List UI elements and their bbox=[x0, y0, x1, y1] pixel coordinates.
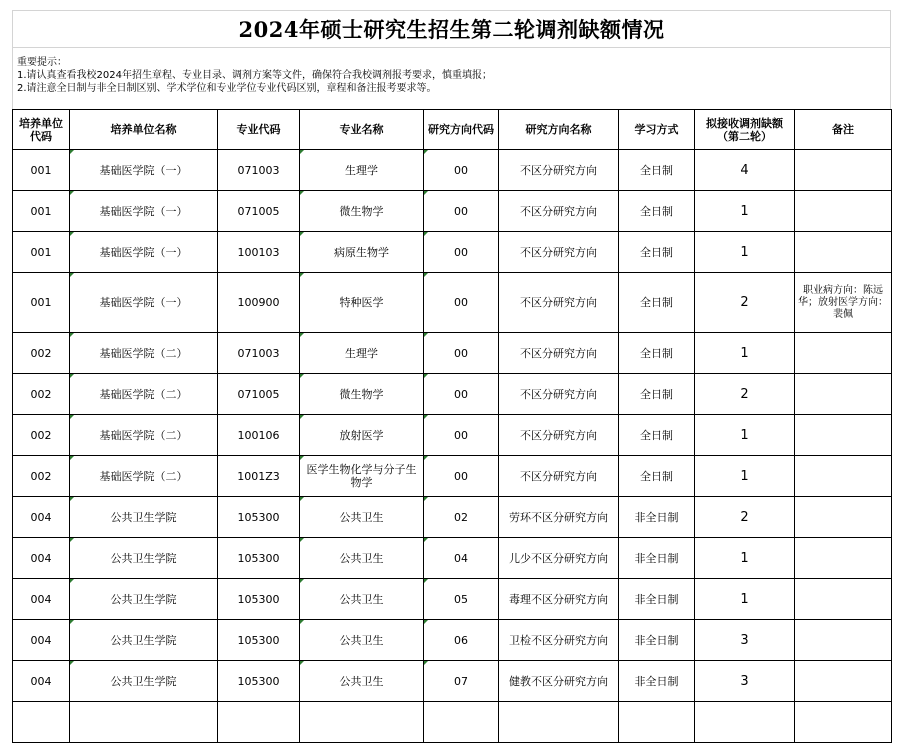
cell-study-mode[interactable]: 全日制 bbox=[619, 150, 695, 191]
cell-unit-name[interactable]: 基础医学院（一） bbox=[70, 191, 218, 232]
header-remark: 备注 bbox=[795, 110, 892, 150]
cell-direction-code[interactable]: 02 bbox=[424, 497, 499, 538]
cell-unit-name[interactable]: 公共卫生学院 bbox=[70, 661, 218, 702]
cell-quota[interactable] bbox=[695, 702, 795, 743]
cell-direction-name[interactable]: 劳环不区分研究方向 bbox=[499, 497, 619, 538]
cell-major-code[interactable] bbox=[218, 702, 300, 743]
cell-quota[interactable]: 1 bbox=[695, 191, 795, 232]
cell-study-mode[interactable]: 非全日制 bbox=[619, 497, 695, 538]
cell-quota[interactable]: 1 bbox=[695, 456, 795, 497]
cell-remark[interactable] bbox=[795, 333, 892, 374]
table-row bbox=[13, 150, 892, 191]
cell-unit-code[interactable]: 004 bbox=[13, 538, 70, 579]
cell-remark[interactable] bbox=[795, 702, 892, 743]
cell-direction-name[interactable]: 儿少不区分研究方向 bbox=[499, 538, 619, 579]
cell-quota[interactable]: 2 bbox=[695, 374, 795, 415]
cell-study-mode[interactable]: 非全日制 bbox=[619, 620, 695, 661]
cell-study-mode[interactable]: 全日制 bbox=[619, 232, 695, 273]
cell-major-name[interactable]: 公共卫生 bbox=[300, 620, 424, 661]
cell-study-mode[interactable]: 非全日制 bbox=[619, 661, 695, 702]
cell-unit-name[interactable]: 公共卫生学院 bbox=[70, 620, 218, 661]
cell-study-mode[interactable]: 非全日制 bbox=[619, 538, 695, 579]
cell-direction-code[interactable]: 00 bbox=[424, 232, 499, 273]
cell-unit-code[interactable]: 004 bbox=[13, 620, 70, 661]
notice-line-2: 2.请注意全日制与非全日制区别、学术学位和专业学位专业代码区别，章程和备注报考要求等。 bbox=[17, 83, 437, 94]
cell-remark[interactable] bbox=[795, 538, 892, 579]
cell-quota[interactable]: 1 bbox=[695, 232, 795, 273]
cell-major-name[interactable]: 特种医学 bbox=[300, 273, 424, 333]
cell-study-mode[interactable]: 全日制 bbox=[619, 273, 695, 333]
table-row bbox=[13, 620, 892, 661]
cell-remark[interactable] bbox=[795, 620, 892, 661]
cell-major-code[interactable]: 071005 bbox=[218, 374, 300, 415]
cell-direction-code[interactable]: 00 bbox=[424, 456, 499, 497]
cell-quota[interactable]: 1 bbox=[695, 538, 795, 579]
cell-major-code[interactable]: 105300 bbox=[218, 579, 300, 620]
cell-study-mode[interactable]: 全日制 bbox=[619, 333, 695, 374]
page-title: 2024年硕士研究生招生第二轮调剂缺额情况 bbox=[12, 10, 891, 47]
cell-remark[interactable] bbox=[795, 497, 892, 538]
cell-quota[interactable]: 2 bbox=[695, 497, 795, 538]
cell-quota[interactable]: 1 bbox=[695, 579, 795, 620]
table-row bbox=[13, 415, 892, 456]
cell-major-code[interactable]: 1001Z3 bbox=[218, 456, 300, 497]
cell-unit-code[interactable]: 001 bbox=[13, 191, 70, 232]
cell-study-mode[interactable]: 全日制 bbox=[619, 374, 695, 415]
cell-unit-name[interactable]: 基础医学院（二） bbox=[70, 415, 218, 456]
table-row bbox=[13, 702, 892, 743]
notice-box bbox=[12, 47, 891, 109]
cell-unit-code[interactable]: 001 bbox=[13, 150, 70, 191]
table-row bbox=[13, 538, 892, 579]
cell-major-name[interactable]: 公共卫生 bbox=[300, 661, 424, 702]
cell-direction-code[interactable]: 00 bbox=[424, 415, 499, 456]
cell-major-name[interactable]: 公共卫生 bbox=[300, 497, 424, 538]
cell-quota[interactable]: 3 bbox=[695, 661, 795, 702]
cell-major-name[interactable]: 医学生物化学与分子生物学 bbox=[300, 456, 424, 497]
cell-direction-name[interactable]: 不区分研究方向 bbox=[499, 333, 619, 374]
cell-major-name[interactable]: 病原生物学 bbox=[300, 232, 424, 273]
cell-study-mode[interactable]: 全日制 bbox=[619, 456, 695, 497]
table-row bbox=[13, 497, 892, 538]
quota-table bbox=[12, 109, 892, 743]
cell-study-mode[interactable]: 全日制 bbox=[619, 191, 695, 232]
cell-quota[interactable]: 1 bbox=[695, 415, 795, 456]
cell-major-name[interactable]: 微生物学 bbox=[300, 374, 424, 415]
cell-unit-name[interactable]: 公共卫生学院 bbox=[70, 538, 218, 579]
cell-quota[interactable]: 1 bbox=[695, 333, 795, 374]
cell-unit-code[interactable]: 004 bbox=[13, 579, 70, 620]
header-major-name: 专业名称 bbox=[300, 110, 424, 150]
cell-direction-code[interactable]: 06 bbox=[424, 620, 499, 661]
cell-direction-code[interactable]: 00 bbox=[424, 273, 499, 333]
header-unit-code: 培养单位代码 bbox=[13, 110, 70, 150]
header-unit-name: 培养单位名称 bbox=[70, 110, 218, 150]
cell-direction-code[interactable] bbox=[424, 702, 499, 743]
cell-direction-name[interactable]: 不区分研究方向 bbox=[499, 232, 619, 273]
cell-major-name[interactable]: 公共卫生 bbox=[300, 538, 424, 579]
cell-unit-name[interactable]: 基础医学院（二） bbox=[70, 374, 218, 415]
cell-remark[interactable] bbox=[795, 374, 892, 415]
cell-major-name[interactable]: 生理学 bbox=[300, 333, 424, 374]
cell-unit-name[interactable]: 公共卫生学院 bbox=[70, 579, 218, 620]
cell-direction-code[interactable]: 00 bbox=[424, 150, 499, 191]
cell-unit-code[interactable]: 002 bbox=[13, 456, 70, 497]
table-row bbox=[13, 374, 892, 415]
cell-unit-name[interactable]: 基础医学院（一） bbox=[70, 273, 218, 333]
cell-study-mode[interactable]: 全日制 bbox=[619, 415, 695, 456]
cell-direction-code[interactable]: 00 bbox=[424, 333, 499, 374]
cell-study-mode[interactable] bbox=[619, 702, 695, 743]
cell-unit-code[interactable]: 004 bbox=[13, 661, 70, 702]
cell-major-code[interactable]: 105300 bbox=[218, 620, 300, 661]
cell-major-code[interactable]: 100900 bbox=[218, 273, 300, 333]
cell-major-code[interactable]: 071003 bbox=[218, 333, 300, 374]
cell-remark[interactable] bbox=[795, 191, 892, 232]
cell-quota[interactable]: 3 bbox=[695, 620, 795, 661]
cell-unit-code[interactable] bbox=[13, 702, 70, 743]
cell-major-code[interactable]: 100106 bbox=[218, 415, 300, 456]
table-row bbox=[13, 456, 892, 497]
header-direction-name: 研究方向名称 bbox=[499, 110, 619, 150]
cell-quota[interactable]: 4 bbox=[695, 150, 795, 191]
cell-major-name[interactable]: 生理学 bbox=[300, 150, 424, 191]
cell-direction-name[interactable]: 不区分研究方向 bbox=[499, 456, 619, 497]
cell-remark[interactable] bbox=[795, 415, 892, 456]
cell-remark[interactable]: 职业病方向：陈远华；放射医学方向：裴佩 bbox=[795, 273, 892, 333]
cell-direction-code[interactable]: 05 bbox=[424, 579, 499, 620]
cell-remark[interactable] bbox=[795, 579, 892, 620]
cell-direction-name[interactable]: 不区分研究方向 bbox=[499, 150, 619, 191]
cell-remark[interactable] bbox=[795, 456, 892, 497]
cell-unit-code[interactable]: 001 bbox=[13, 273, 70, 333]
cell-direction-name[interactable]: 健教不区分研究方向 bbox=[499, 661, 619, 702]
cell-major-name[interactable]: 公共卫生 bbox=[300, 579, 424, 620]
cell-direction-name[interactable] bbox=[499, 702, 619, 743]
cell-unit-name[interactable]: 基础医学院（二） bbox=[70, 333, 218, 374]
cell-direction-name[interactable]: 毒理不区分研究方向 bbox=[499, 579, 619, 620]
cell-direction-name[interactable]: 不区分研究方向 bbox=[499, 415, 619, 456]
notice-heading: 重要提示： bbox=[17, 57, 67, 68]
cell-unit-code[interactable]: 002 bbox=[13, 374, 70, 415]
cell-remark[interactable] bbox=[795, 232, 892, 273]
cell-direction-name[interactable]: 不区分研究方向 bbox=[499, 273, 619, 333]
table-row bbox=[13, 661, 892, 702]
header-quota: 拟接收调剂缺额（第二轮） bbox=[695, 110, 795, 150]
header-major-code: 专业代码 bbox=[218, 110, 300, 150]
cell-unit-code[interactable]: 002 bbox=[13, 415, 70, 456]
cell-direction-code[interactable]: 00 bbox=[424, 374, 499, 415]
cell-direction-name[interactable]: 不区分研究方向 bbox=[499, 374, 619, 415]
cell-major-name[interactable]: 微生物学 bbox=[300, 191, 424, 232]
spreadsheet bbox=[12, 10, 891, 743]
cell-major-code[interactable]: 100103 bbox=[218, 232, 300, 273]
cell-unit-name[interactable]: 公共卫生学院 bbox=[70, 497, 218, 538]
table-header-row bbox=[13, 110, 892, 150]
cell-major-name[interactable] bbox=[300, 702, 424, 743]
table-row bbox=[13, 191, 892, 232]
cell-direction-code[interactable]: 04 bbox=[424, 538, 499, 579]
cell-direction-code[interactable]: 00 bbox=[424, 191, 499, 232]
cell-major-name[interactable]: 放射医学 bbox=[300, 415, 424, 456]
cell-remark[interactable] bbox=[795, 150, 892, 191]
cell-major-code[interactable]: 105300 bbox=[218, 497, 300, 538]
table-row bbox=[13, 333, 892, 374]
cell-major-code[interactable]: 105300 bbox=[218, 538, 300, 579]
cell-unit-name[interactable]: 基础医学院（二） bbox=[70, 456, 218, 497]
cell-direction-name[interactable]: 卫检不区分研究方向 bbox=[499, 620, 619, 661]
cell-quota[interactable]: 2 bbox=[695, 273, 795, 333]
header-study-mode: 学习方式 bbox=[619, 110, 695, 150]
cell-study-mode[interactable]: 非全日制 bbox=[619, 579, 695, 620]
table-row bbox=[13, 579, 892, 620]
cell-major-code[interactable]: 071003 bbox=[218, 150, 300, 191]
cell-remark[interactable] bbox=[795, 661, 892, 702]
cell-direction-name[interactable]: 不区分研究方向 bbox=[499, 191, 619, 232]
cell-unit-name[interactable] bbox=[70, 702, 218, 743]
cell-unit-code[interactable]: 004 bbox=[13, 497, 70, 538]
cell-major-code[interactable]: 105300 bbox=[218, 661, 300, 702]
cell-major-code[interactable]: 071005 bbox=[218, 191, 300, 232]
table-row bbox=[13, 273, 892, 333]
notice-line-1: 1.请认真查看我校2024年招生章程、专业目录、调剂方案等文件，确保符合我校调剂报考要求，慎重填报； bbox=[17, 70, 492, 81]
cell-direction-code[interactable]: 07 bbox=[424, 661, 499, 702]
cell-unit-name[interactable]: 基础医学院（一） bbox=[70, 232, 218, 273]
cell-unit-code[interactable]: 002 bbox=[13, 333, 70, 374]
table-row bbox=[13, 232, 892, 273]
cell-unit-name[interactable]: 基础医学院（一） bbox=[70, 150, 218, 191]
header-direction-code: 研究方向代码 bbox=[424, 110, 499, 150]
cell-unit-code[interactable]: 001 bbox=[13, 232, 70, 273]
